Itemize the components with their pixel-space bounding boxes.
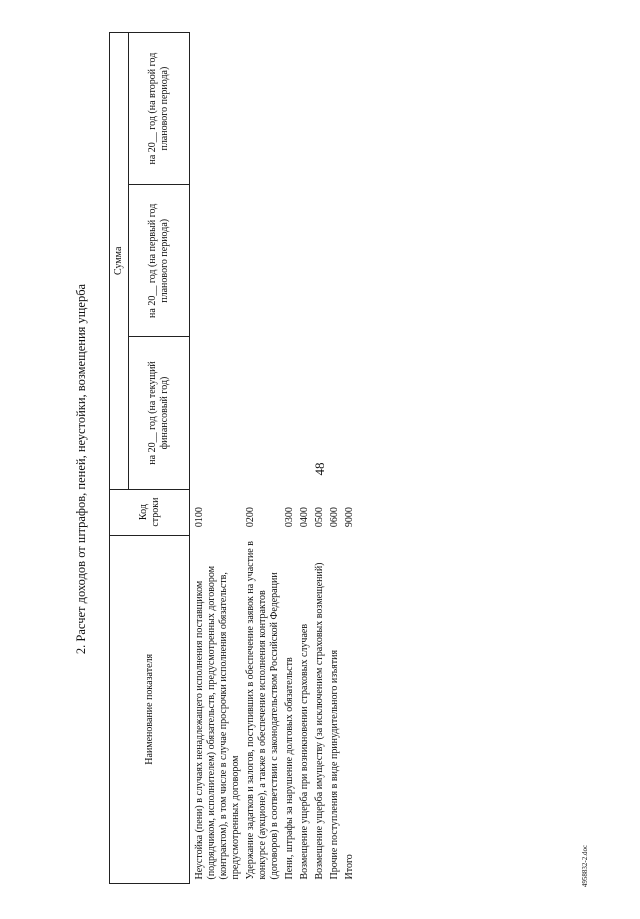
table-row-total — [344, 33, 359, 884]
row-value-first — [245, 185, 284, 337]
row-code: 0200 — [245, 507, 256, 528]
row-value-second — [329, 33, 344, 185]
row-value-second — [245, 33, 284, 185]
row-code: 0300 — [284, 507, 295, 528]
table-row — [314, 33, 329, 884]
row-value-first — [344, 185, 359, 337]
row-name: Прочие поступления в виде принудительного изъятия — [329, 649, 340, 880]
row-name: Неустойка (пени) в случаях ненадлежащего исполнения поставщиком (подрядчиком, исполнителем) обязательств, предусмотренных договором (контрактом), в том числе в случае просрочки исполнения обязательств, предусмотренных договором — [194, 565, 241, 880]
row-value-current — [284, 337, 299, 489]
row-value-current — [190, 337, 246, 489]
row-value-second — [190, 33, 246, 185]
row-name: Пени, штрафы за нарушение долговых обязательств — [284, 657, 295, 880]
row-code: 0100 — [194, 507, 205, 528]
row-value-second — [284, 33, 299, 185]
table-row — [190, 33, 246, 884]
header-name: Наименование показателя — [110, 535, 190, 883]
row-value-current — [314, 337, 329, 489]
table-row — [245, 33, 284, 884]
header-year-first: на 20__ год (на первый год планового периода) — [129, 185, 190, 337]
row-name: Удержание задатков и залогов, поступивших в обеспечение заявок на участие в конкурсе (аукционе), а также в обеспечение исполнения контрактов (договоров) в соответствии с законодательством Российской Федерации — [245, 541, 280, 880]
row-value-first — [190, 185, 246, 337]
row-value-current — [245, 337, 284, 489]
row-value-first — [299, 185, 314, 337]
table-row — [329, 33, 344, 884]
calculation-table-container — [109, 32, 437, 884]
calculation-table — [109, 32, 359, 884]
header-code: Код строки — [110, 489, 190, 535]
row-value-second — [299, 33, 314, 185]
row-name: Возмещение ущерба при возникновении страховых случаев — [299, 623, 310, 880]
row-value-first — [329, 185, 344, 337]
row-value-current — [344, 337, 359, 489]
row-value-current — [299, 337, 314, 489]
section-heading: 2. Расчет доходов от штрафов, пеней, неустойки, возмещения ущерба — [74, 283, 88, 655]
table-row — [299, 33, 314, 884]
table-row — [284, 33, 299, 884]
header-year-current: на 20__ год (на текущий финансовый год) — [129, 337, 190, 489]
header-year-second: на 20__ год (на второй год планового периода) — [129, 33, 190, 185]
rotated-table-frame — [109, 32, 437, 884]
row-code: 9000 — [344, 507, 355, 528]
row-value-current — [329, 337, 344, 489]
document-file-code: 4958832-2.doc — [581, 844, 589, 888]
row-name: Итого — [344, 854, 355, 880]
row-code: 0500 — [314, 507, 325, 528]
page-number: 48 — [312, 462, 327, 476]
row-code: 0600 — [329, 507, 340, 528]
row-value-second — [314, 33, 329, 185]
row-value-second — [344, 33, 359, 185]
row-value-first — [314, 185, 329, 337]
row-name: Возмещение ущерба имуществу (за исключением страховых возмещений) — [314, 562, 325, 880]
header-sum: Сумма — [110, 33, 129, 490]
row-value-first — [284, 185, 299, 337]
row-code: 0400 — [299, 507, 310, 528]
